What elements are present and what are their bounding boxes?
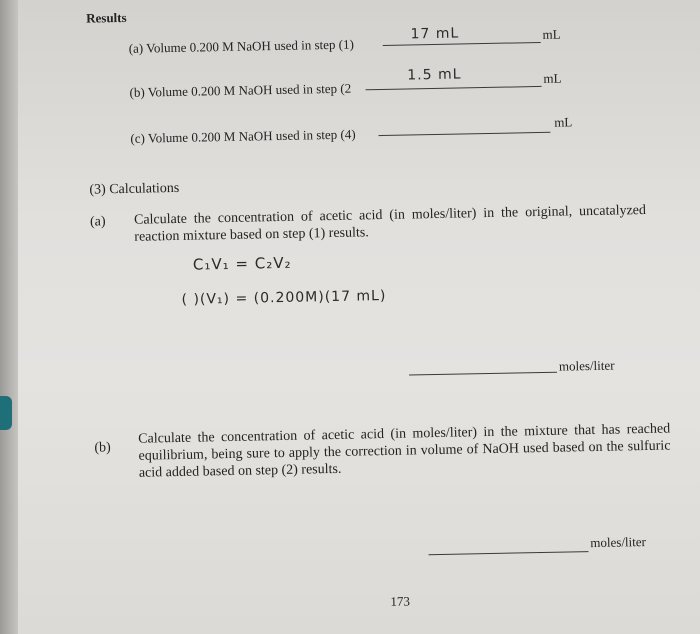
result-b-blank[interactable] [366,86,542,90]
page-number: 173 [390,593,411,609]
result-a-unit: mL [542,26,561,42]
question-a-work-line-1: C₁V₁ = C₂V₂ [192,253,292,274]
question-a-work-line-2: ( )(V₁) = (0.200M)(17 mL) [181,287,387,308]
result-c-unit: mL [554,114,573,130]
previous-page-edge [0,0,18,634]
binder-tab [0,396,12,430]
section-title: Results [86,9,127,26]
calculations-heading: (3) Calculations [89,180,180,198]
question-a-marker: (a) [89,214,106,230]
result-b-handwritten-answer: 1.5 mL [407,66,462,84]
question-b-answer-unit: moles/liter [590,534,647,551]
result-c-label: (c) Volume 0.200 M NaOH used in step (4) [130,126,356,146]
result-a-label: (a) Volume 0.200 M NaOH used in step (1) [128,36,355,56]
question-b-text: Calculate the concentration of acetic acid (in moles/liter) in the mixture that has reached equilibrium, being sure to apply the correction in volume of NaOH used based on the sulfuric acid added based on step (2) results. [138,421,671,481]
question-b-marker: (b) [94,440,111,456]
question-b-answer-blank[interactable] [429,551,589,555]
result-a-blank[interactable] [383,42,541,46]
result-b-label: (b) Volume 0.200 M NaOH used in step (2 [129,80,352,100]
question-a-text: Calculate the concentration of acetic acid (in moles/liter) in the original, uncatalyzed reaction mixture based on step (1) results. [133,202,647,245]
result-b-unit: mL [543,70,562,86]
worksheet-page [18,0,700,634]
question-a-answer-blank[interactable] [409,372,557,376]
result-a-handwritten-answer: 17 mL [410,25,460,43]
result-c-blank[interactable] [378,132,550,136]
question-a-answer-unit: moles/liter [558,357,615,374]
